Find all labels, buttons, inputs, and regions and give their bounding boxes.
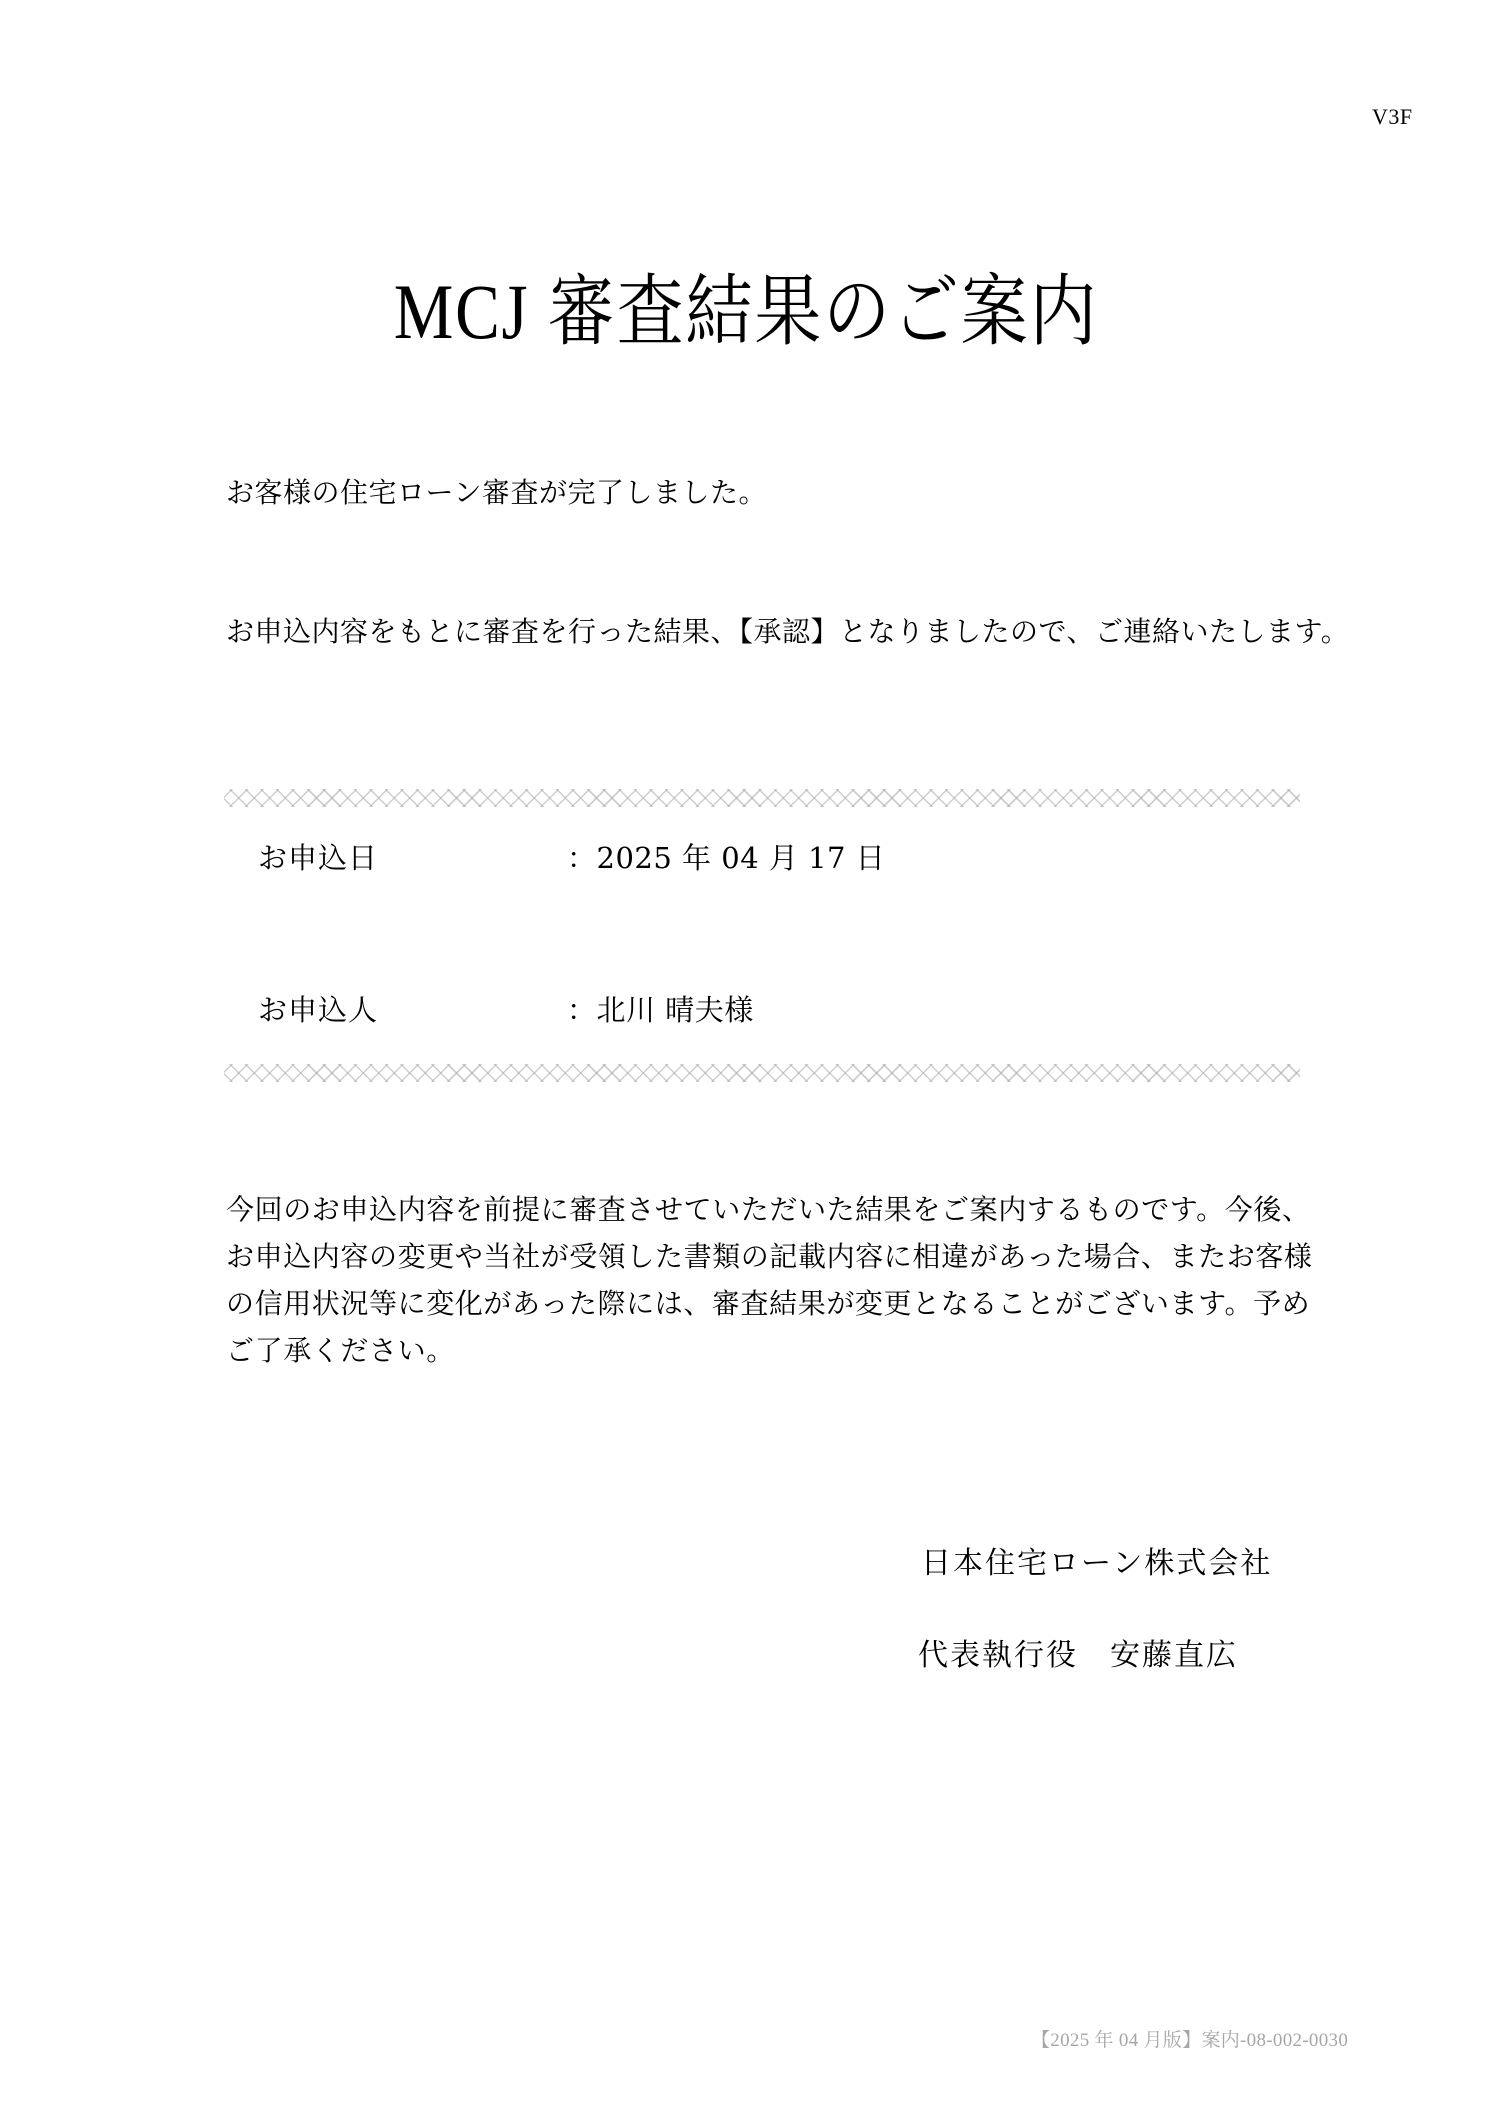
document-title: MCJ 審査結果のご案内 (393, 268, 1099, 355)
company-name: 日本住宅ローン株式会社 (921, 1546, 1273, 1581)
applicant-name-label: お申込人 (258, 993, 379, 1027)
application-date-value: ：2025 年 04 月 17 日 (567, 841, 886, 875)
result-line: お申込内容をもとに審査を行った結果、【承認】となりましたので、ご連絡いたします。 (226, 615, 1350, 648)
decorative-divider-bottom (224, 1064, 1300, 1082)
notice-paragraph: 今回のお申込内容を前提に審査させていただいた結果をご案内するものです。今後、お申込内容の変更や当社が受領した書類の記載内容に相違があった場合、またお客様の信用状況等に変化があった際には、審査結果が変更となることがございます。予めご了承ください。 (226, 1193, 1313, 1367)
representative-name: 代表執行役 安藤直広 (918, 1638, 1238, 1673)
footer-document-code: 【2025 年 04 月版】案内-08-002-0030 (1031, 2030, 1349, 2051)
application-date-label: お申込日 (258, 841, 379, 875)
version-code: V3F (1372, 104, 1413, 129)
decorative-divider-top (224, 789, 1300, 807)
intro-line: お客様の住宅ローン審査が完了しました。 (226, 476, 767, 509)
applicant-name-value: ：北川 晴夫様 (567, 993, 754, 1027)
